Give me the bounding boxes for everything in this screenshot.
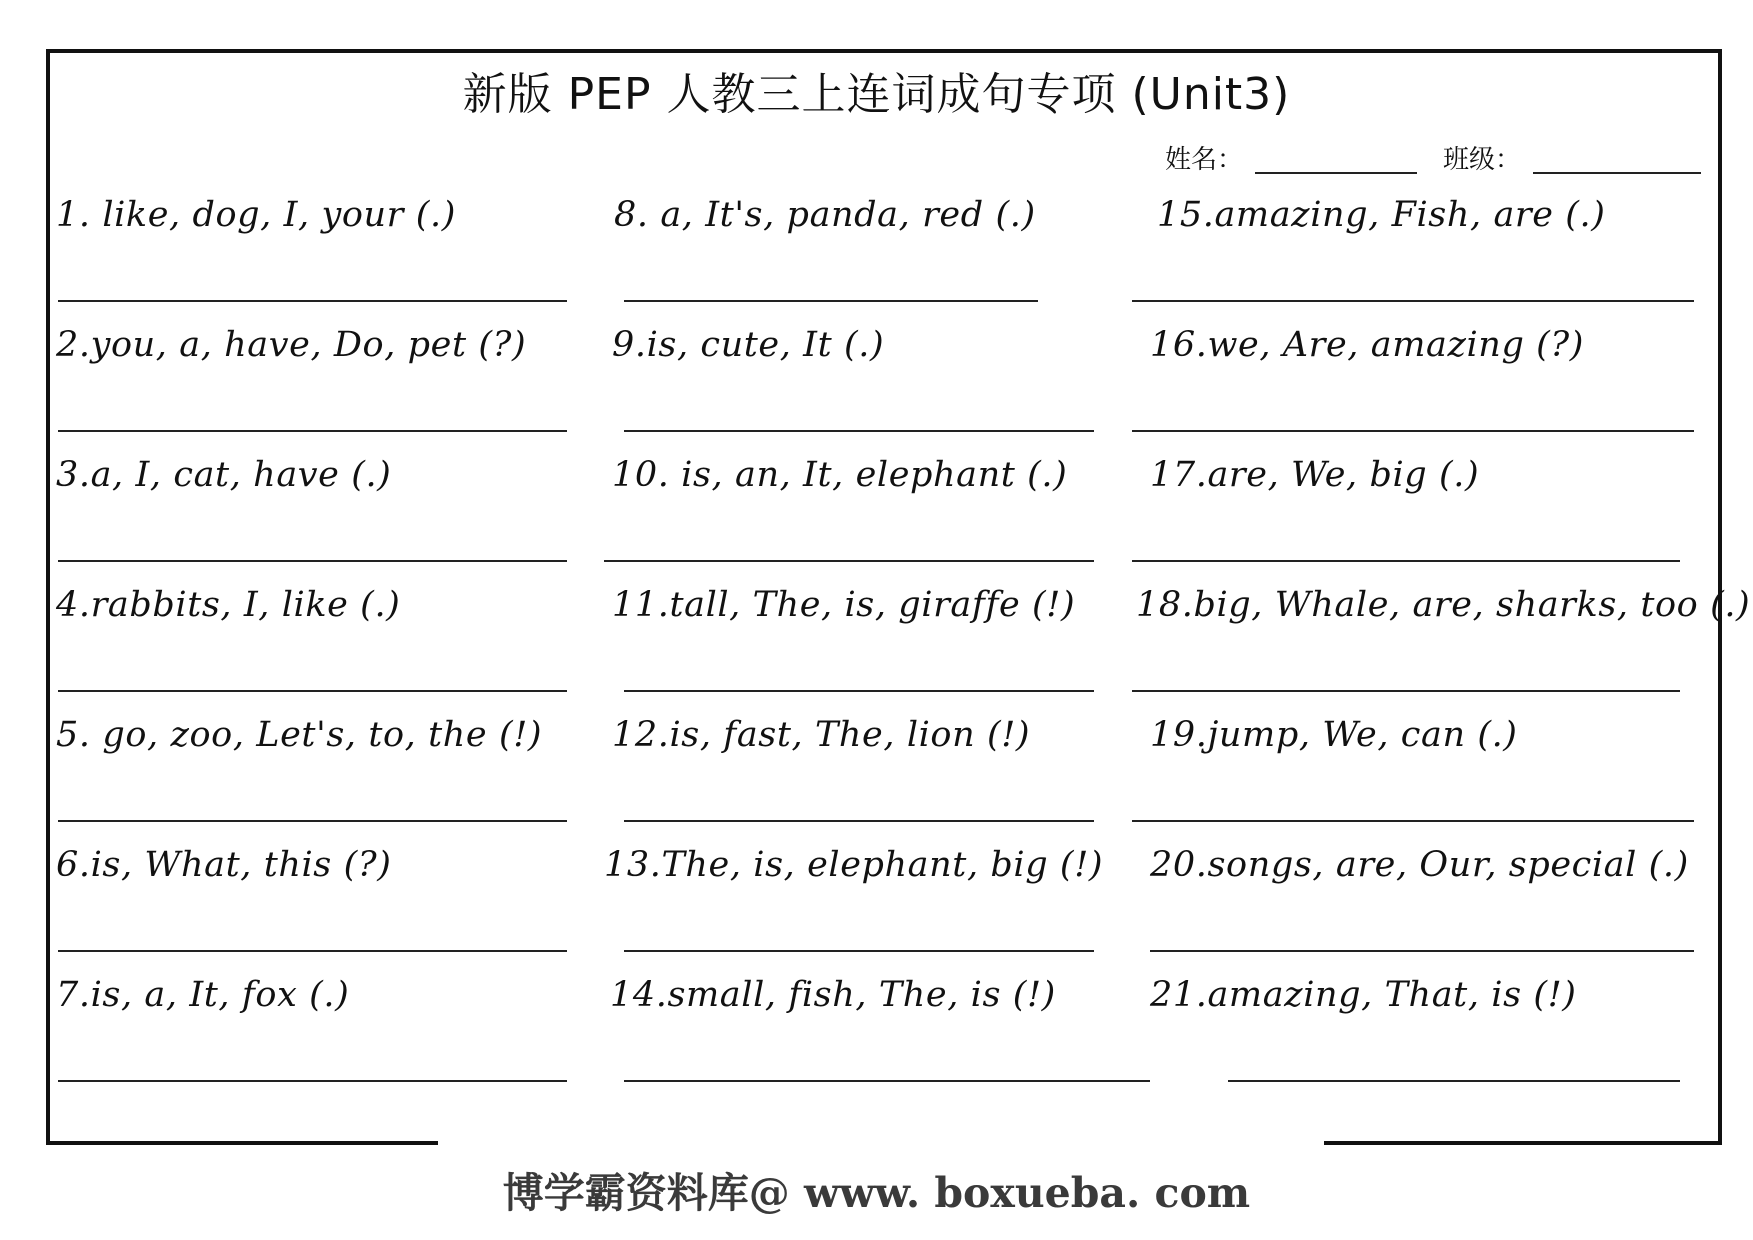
exercise-item-14: 14.small, fish, The, is (!)	[610, 975, 1056, 1015]
exercise-item-10: 10. is, an, It, elephant (.)	[612, 455, 1068, 495]
answer-line-16[interactable]	[1132, 430, 1694, 432]
class-blank-line[interactable]	[1533, 172, 1701, 174]
answer-line-1[interactable]	[58, 300, 567, 302]
exercise-item-8: 8. a, It's, panda, red (.)	[614, 195, 1036, 235]
exercise-item-18: 18.big, Whale, are, sharks, too (.)	[1136, 585, 1751, 625]
exercise-item-15: 15.amazing, Fish, are (.)	[1157, 195, 1606, 235]
exercise-item-4: 4.rabbits, I, like (.)	[56, 585, 401, 625]
exercise-item-3: 3.a, I, cat, have (.)	[56, 455, 392, 495]
answer-line-12[interactable]	[624, 820, 1094, 822]
answer-line-4[interactable]	[58, 690, 567, 692]
name-label: 姓名：	[1165, 145, 1244, 175]
answer-line-5[interactable]	[58, 820, 567, 822]
exercise-item-9: 9.is, cute, It (.)	[612, 325, 885, 365]
worksheet-title: 新版 PEP 人教三上连词成句专项 (Unit3)	[462, 69, 1291, 120]
exercise-item-19: 19.jump, We, can (.)	[1150, 715, 1518, 755]
watermark-text: 博学霸资料库@ www. boxueba. com	[502, 1169, 1251, 1217]
answer-line-13[interactable]	[624, 950, 1094, 952]
exercise-item-6: 6.is, What, this (?)	[56, 845, 392, 885]
answer-line-20[interactable]	[1150, 950, 1694, 952]
answer-line-6[interactable]	[58, 950, 567, 952]
answer-line-15[interactable]	[1132, 300, 1694, 302]
answer-line-17[interactable]	[1132, 560, 1680, 562]
answer-line-8[interactable]	[624, 300, 1038, 302]
exercise-item-12: 12.is, fast, The, lion (!)	[612, 715, 1031, 755]
answer-line-18[interactable]	[1132, 690, 1680, 692]
exercise-item-20: 20.songs, are, Our, special (.)	[1150, 845, 1689, 885]
exercise-item-16: 16.we, Are, amazing (?)	[1150, 325, 1585, 365]
exercise-item-13: 13.The, is, elephant, big (!)	[604, 845, 1104, 885]
exercise-item-5: 5. go, zoo, Let's, to, the (!)	[56, 715, 543, 755]
exercise-item-2: 2.you, a, have, Do, pet (?)	[56, 325, 527, 365]
answer-line-11[interactable]	[624, 690, 1094, 692]
answer-line-19[interactable]	[1132, 820, 1694, 822]
answer-line-21[interactable]	[1228, 1080, 1680, 1082]
name-blank-line[interactable]	[1255, 172, 1417, 174]
answer-line-14[interactable]	[624, 1080, 1150, 1082]
answer-line-7[interactable]	[58, 1080, 567, 1082]
exercise-item-1: 1. like, dog, I, your (.)	[56, 195, 456, 235]
exercise-item-17: 17.are, We, big (.)	[1150, 455, 1480, 495]
class-label: 班级：	[1443, 145, 1522, 175]
exercise-item-11: 11.tall, The, is, giraffe (!)	[612, 585, 1076, 625]
frame-bottom-gap	[438, 1136, 1324, 1150]
answer-line-10[interactable]	[604, 560, 1094, 562]
answer-line-9[interactable]	[624, 430, 1094, 432]
answer-line-2[interactable]	[58, 430, 567, 432]
exercise-item-21: 21.amazing, That, is (!)	[1150, 975, 1577, 1015]
answer-line-3[interactable]	[58, 560, 567, 562]
exercise-item-7: 7.is, a, It, fox (.)	[56, 975, 350, 1015]
